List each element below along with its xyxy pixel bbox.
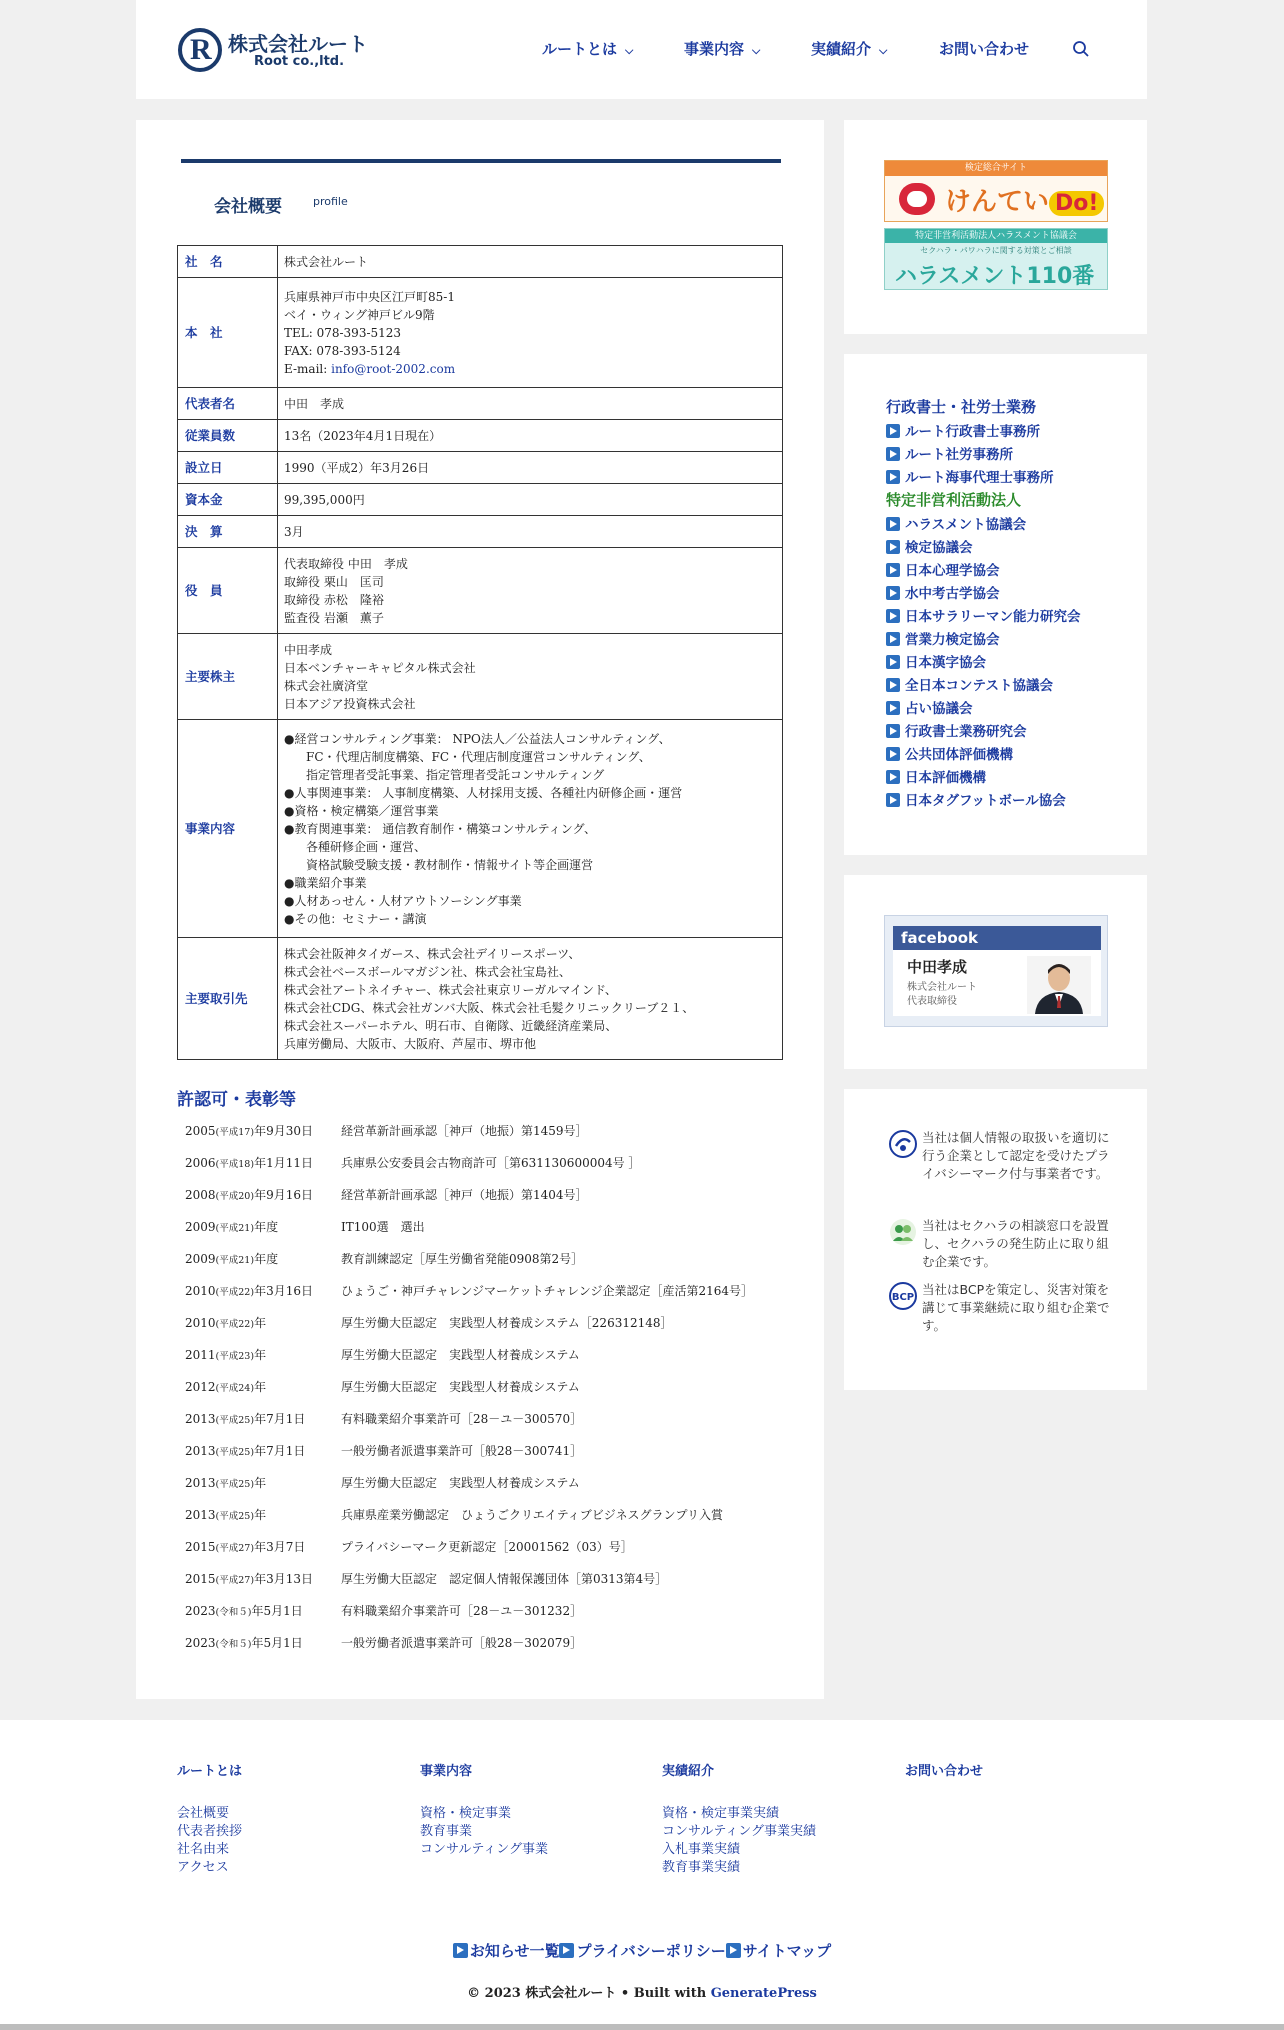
footer-heading[interactable]: ルートとは xyxy=(177,1764,243,1779)
title-rule xyxy=(181,159,781,163)
logo-company-name-en: Root co.,ltd. xyxy=(254,54,345,69)
table-row xyxy=(178,278,783,388)
table-row xyxy=(178,388,783,420)
play-arrow-icon xyxy=(453,1943,468,1958)
play-arrow-icon xyxy=(886,701,900,715)
award-text: 厚生労働大臣認定 実践型人材養成システム xyxy=(341,1476,580,1490)
avatar xyxy=(1027,956,1091,1014)
award-text: 教育訓練認定［厚生労働省発能0908第2号］ xyxy=(341,1252,584,1266)
sidebar-links xyxy=(844,354,1147,855)
award-date: 2013(平成25)年7月1日 xyxy=(185,1444,306,1458)
footer-heading[interactable]: 事業内容 xyxy=(420,1764,473,1779)
sidebar-link[interactable]: 日本評価機構 xyxy=(886,766,986,786)
award-row xyxy=(185,1602,805,1634)
row-label: 主要株主 xyxy=(178,634,278,720)
sidebar-link[interactable]: ハラスメント協議会 xyxy=(886,513,1026,533)
sidebar-facebook xyxy=(844,875,1147,1069)
footer-link[interactable]: 入札事業実績 xyxy=(662,1842,741,1857)
sidebar-link[interactable]: 日本漢字協会 xyxy=(886,651,986,671)
nav-item-about[interactable]: ルートとは ⌵ xyxy=(542,40,634,58)
sidebar-link[interactable]: 営業力検定協会 xyxy=(886,628,1000,648)
facebook-brand: facebook xyxy=(893,926,1101,950)
award-row xyxy=(185,1314,805,1346)
footer-column xyxy=(177,1760,242,1877)
row-value: 3月 xyxy=(278,516,783,548)
play-arrow-icon xyxy=(886,609,900,623)
footer-bottom-links xyxy=(0,1940,1284,1961)
play-arrow-icon xyxy=(726,1943,741,1958)
facebook-card[interactable] xyxy=(884,915,1108,1027)
row-value: 株式会社ルート xyxy=(278,246,783,278)
footer-link[interactable]: 資格・検定事業実績 xyxy=(662,1806,780,1821)
play-arrow-icon xyxy=(886,724,900,738)
sidebar-link[interactable]: 全日本コンテスト協議会 xyxy=(886,674,1053,694)
award-row xyxy=(185,1570,805,1602)
row-value: 代表取締役 中田 孝成 取締役 栗山 匡司 取締役 赤松 隆裕 監査役 岩瀬 薫子 xyxy=(278,548,783,634)
sidebar-category: 行政書士・社労士業務 xyxy=(886,398,1037,416)
award-text: 兵庫県産業労働認定 ひょうごクリエイティブビジネスグランプリ入賞 xyxy=(341,1508,723,1522)
sidebar-banners xyxy=(844,120,1147,334)
footer-heading[interactable]: 実績紹介 xyxy=(662,1764,715,1779)
footer-link[interactable]: 社名由来 xyxy=(177,1842,230,1857)
row-label: 主要取引先 xyxy=(178,938,278,1060)
builder-link[interactable]: GeneratePress xyxy=(710,1986,817,2001)
play-arrow-icon xyxy=(886,632,900,646)
row-label: 役 員 xyxy=(178,548,278,634)
footer-column xyxy=(662,1760,816,1877)
daruma-icon xyxy=(899,183,935,215)
award-row xyxy=(185,1442,805,1474)
chevron-down-icon: ⌵ xyxy=(879,44,888,57)
sidebar-link[interactable]: ルート社労事務所 xyxy=(886,443,1013,463)
award-text: プライバシーマーク更新認定［20001562（03）号］ xyxy=(341,1540,633,1554)
award-date: 2015(平成27)年3月13日 xyxy=(185,1572,313,1586)
harassment-cert: 当社はセクハラの相談窓口を設置し、セクハラの発生防止に取り組む企業です。 xyxy=(888,1217,1118,1273)
play-arrow-icon xyxy=(886,655,900,669)
play-arrow-icon xyxy=(886,747,900,761)
profile-role: 代表取締役 xyxy=(907,996,957,1007)
award-date: 2010(平成22)年 xyxy=(185,1316,267,1330)
award-date: 2010(平成22)年3月16日 xyxy=(185,1284,313,1298)
footer-column xyxy=(420,1760,548,1859)
play-arrow-icon xyxy=(886,540,900,554)
harassment-icon xyxy=(888,1217,918,1247)
table-row xyxy=(178,484,783,516)
footer-link[interactable]: 会社概要 xyxy=(177,1806,230,1821)
award-text: ひょうご・神戸チャレンジマーケットチャレンジ企業認定［産活第2164号］ xyxy=(341,1284,754,1298)
email-link[interactable]: info@root-2002.com xyxy=(331,361,456,376)
site-footer xyxy=(0,1720,1284,2030)
bcp-cert: BCP 当社はBCPを策定し、災害対策を講じて事業継続に取り組む企業です。 xyxy=(888,1281,1118,1337)
award-date: 2012(平成24)年 xyxy=(185,1380,267,1394)
table-row xyxy=(178,548,783,634)
table-row xyxy=(178,420,783,452)
award-row xyxy=(185,1218,805,1250)
profile-name: 中田孝成 xyxy=(907,958,968,976)
table-row xyxy=(178,246,783,278)
award-date: 2023(令和５)年5月1日 xyxy=(185,1636,303,1650)
privacy-cert: 当社は個人情報の取扱いを適切に行う企業として認定を受けたプライバシーマーク付与事業者です。 xyxy=(888,1129,1118,1209)
row-value: ●経営コンサルティング事業： NPO法人／公益法人コンサルティング、 FC・代理店制度構築、FC・代理店制度運営コンサルティング、 指定管理者受託事業、指定管理者受託コンサルティング ●人事関連事業： 人事制度構築、人材採用支援、各種社内研修企画・運営 ●資格・検定構築／運営事業 ●教育関連事業： 通信教育制作・構築コンサルティング、 各種研修企画・運営、 資格試験受験支援・教材制作・情報サイト等企画運営 ●職業紹介事業 ●人材あっせん・人材アウトソーシング事業 ●その他：セミナー・講演 xyxy=(278,720,783,938)
bottom-strip xyxy=(0,2024,1284,2030)
svg-text:BCP: BCP xyxy=(891,1292,915,1303)
logo-company-name: 株式会社ルート xyxy=(228,32,368,56)
row-label: 従業員数 xyxy=(178,420,278,452)
award-row xyxy=(185,1538,805,1570)
footer-link[interactable]: 教育事業実績 xyxy=(662,1860,741,1875)
award-text: 一般労働者派遣事業許可［般28－300741］ xyxy=(341,1444,583,1458)
profile-company: 株式会社ルート xyxy=(907,982,977,993)
row-label: 設立日 xyxy=(178,452,278,484)
search-icon[interactable] xyxy=(1072,40,1090,58)
play-arrow-icon xyxy=(886,770,900,784)
award-row xyxy=(185,1474,805,1506)
footer-link[interactable]: 教育事業 xyxy=(420,1824,473,1839)
award-text: 一般労働者派遣事業許可［般28－302079］ xyxy=(341,1636,583,1650)
bcp-icon xyxy=(888,1281,918,1311)
footer-link[interactable]: アクセス xyxy=(177,1860,229,1875)
award-text: 有料職業紹介事業許可［28－ユ－300570］ xyxy=(341,1412,583,1426)
award-date: 2005(平成17)年9月30日 xyxy=(185,1124,313,1138)
footer-bottom-link[interactable]: サイトマップ xyxy=(726,1942,831,1960)
award-date: 2009(平成21)年度 xyxy=(185,1220,279,1234)
footer-link[interactable]: コンサルティング事業実績 xyxy=(662,1824,817,1839)
kentei-banner[interactable]: 検定総合サイト けんてい Do! xyxy=(884,160,1108,222)
play-arrow-icon xyxy=(886,447,900,461)
award-date: 2006(平成18)年1月11日 xyxy=(185,1156,313,1170)
nav-item-business[interactable]: 事業内容 ⌵ xyxy=(684,40,761,58)
row-label: 資本金 xyxy=(178,484,278,516)
row-label: 代表者名 xyxy=(178,388,278,420)
award-date: 2011(平成23)年 xyxy=(185,1348,267,1362)
row-value: 1990（平成2）年3月26日 xyxy=(278,452,783,484)
main-content xyxy=(136,120,824,1699)
play-arrow-icon xyxy=(886,563,900,577)
award-row xyxy=(185,1378,805,1410)
row-value: 中田 孝成 xyxy=(278,388,783,420)
sidebar-link[interactable]: ルート海事代理士事務所 xyxy=(886,466,1054,486)
footer-link[interactable]: 資格・検定事業 xyxy=(420,1806,512,1821)
nav-item-achievements[interactable]: 実績紹介 ⌵ xyxy=(811,40,888,58)
award-row xyxy=(185,1186,805,1218)
row-value: 中田孝成 日本ベンチャーキャピタル株式会社 株式会社廣済堂 日本アジア投資株式会社 xyxy=(278,634,783,720)
page-title: 会社概要 xyxy=(214,197,282,217)
sidebar-certifications xyxy=(844,1089,1147,1390)
awards-list xyxy=(185,1122,805,1666)
award-date: 2013(平成25)年7月1日 xyxy=(185,1412,306,1426)
award-date: 2009(平成21)年度 xyxy=(185,1252,279,1266)
award-date: 2015(平成27)年3月7日 xyxy=(185,1540,306,1554)
table-row xyxy=(178,452,783,484)
table-row xyxy=(178,516,783,548)
row-value: 株式会社阪神タイガース、株式会社デイリースポーツ、 株式会社ベースボールマガジン社、株式会社宝島社、 株式会社アートネイチャー、株式会社東京リーガルマインド、 株式会社CDG、株式会社ガンバ大阪、株式会社毛髪クリニックリーブ２１、 株式会社スーパーホテル、明石市、自衛隊、近畿経済産業局、 兵庫労働局、大阪市、大阪府、芦屋市、堺市他 xyxy=(278,938,783,1060)
table-row xyxy=(178,634,783,720)
award-date: 2023(令和５)年5月1日 xyxy=(185,1604,303,1618)
award-row xyxy=(185,1634,805,1666)
row-label: 事業内容 xyxy=(178,720,278,938)
site-logo[interactable] xyxy=(178,28,368,74)
sidebar-link[interactable]: 日本タグフットボール協会 xyxy=(886,789,1066,809)
row-value: 兵庫県神戸市中央区江戸町85-1 ベイ・ウィング神戸ビル9階 TEL: 078-393-5123 FAX: 078-393-5124 E-mail: info@root-2002.com xyxy=(278,278,783,388)
play-arrow-icon xyxy=(886,586,900,600)
award-row xyxy=(185,1346,805,1378)
award-row xyxy=(185,1410,805,1442)
play-arrow-icon xyxy=(886,470,900,484)
award-row xyxy=(185,1282,805,1314)
award-row xyxy=(185,1122,805,1154)
sidebar-category: 特定非営利活動法人 xyxy=(886,491,1022,509)
play-arrow-icon xyxy=(886,517,900,531)
footer-link[interactable]: 代表者挨拶 xyxy=(177,1824,243,1839)
logo-mark-icon: R xyxy=(178,28,222,72)
table-row xyxy=(178,938,783,1060)
footer-heading[interactable]: お問い合わせ xyxy=(905,1764,984,1779)
sidebar-link[interactable]: 日本サラリーマン能力研究会 xyxy=(886,605,1081,625)
sidebar-link[interactable]: ルート行政書士事務所 xyxy=(886,420,1040,440)
award-text: 厚生労働大臣認定 実践型人材養成システム［226312148］ xyxy=(341,1316,673,1330)
copyright: © 2023 株式会社ルート • Built with GeneratePress xyxy=(467,1986,817,2001)
row-label: 本 社 xyxy=(178,278,278,388)
award-date: 2008(平成20)年9月16日 xyxy=(185,1188,313,1202)
nav-item-contact[interactable]: お問い合わせ xyxy=(939,40,1030,58)
sidebar-link[interactable]: 検定協議会 xyxy=(886,536,973,556)
award-row xyxy=(185,1250,805,1282)
sidebar-link[interactable]: 日本心理学協会 xyxy=(886,559,1000,579)
row-label: 決 算 xyxy=(178,516,278,548)
company-profile-table xyxy=(177,245,783,1060)
row-label: 社 名 xyxy=(178,246,278,278)
chevron-down-icon: ⌵ xyxy=(752,44,761,57)
awards-heading: 許認可・表彰等 xyxy=(177,1090,296,1110)
harassment-banner[interactable]: 特定非営利活動法人ハラスメント協議会 セクハラ・パワハラに関する対策とご相談 ハラスメント110番 xyxy=(884,228,1108,290)
award-text: 厚生労働大臣認定 実践型人材養成システム xyxy=(341,1348,580,1362)
award-text: IT100選 選出 xyxy=(341,1220,425,1234)
award-text: 経営革新計画承認［神戸（地振）第1404号］ xyxy=(341,1188,588,1202)
footer-bottom-link[interactable]: プライバシーポリシー xyxy=(559,1942,725,1960)
award-text: 厚生労働大臣認定 実践型人材養成システム xyxy=(341,1380,580,1394)
row-value: 99,395,000円 xyxy=(278,484,783,516)
award-text: 経営革新計画承認［神戸（地振）第1459号］ xyxy=(341,1124,588,1138)
sidebar-link[interactable]: 占い協議会 xyxy=(886,697,973,717)
sidebar-link[interactable]: 水中考古学協会 xyxy=(886,582,1000,602)
site-header xyxy=(136,0,1147,99)
award-row xyxy=(185,1506,805,1538)
sidebar-link[interactable]: 行政書士業務研究会 xyxy=(886,720,1027,740)
award-date: 2013(平成25)年 xyxy=(185,1476,267,1490)
award-text: 厚生労働大臣認定 認定個人情報保護団体［第0313第4号］ xyxy=(341,1572,668,1586)
footer-link[interactable]: コンサルティング事業 xyxy=(420,1842,549,1857)
footer-column xyxy=(905,1760,983,1805)
award-text: 兵庫県公安委員会古物商許可［第631130600004号 ］ xyxy=(341,1156,641,1170)
table-row xyxy=(178,720,783,938)
sidebar-link[interactable]: 公共団体評価機構 xyxy=(886,743,1013,763)
award-text: 有料職業紹介事業許可［28－ユ－301232］ xyxy=(341,1604,583,1618)
play-arrow-icon xyxy=(886,678,900,692)
row-value: 13名（2023年4月1日現在） xyxy=(278,420,783,452)
page-subtitle: profile xyxy=(313,195,348,208)
footer-bottom-link[interactable]: お知らせ一覧 xyxy=(453,1942,560,1960)
privacy-mark-icon xyxy=(888,1129,918,1159)
award-row xyxy=(185,1154,805,1186)
play-arrow-icon xyxy=(886,793,900,807)
chevron-down-icon: ⌵ xyxy=(625,44,634,57)
play-arrow-icon xyxy=(886,424,900,438)
award-date: 2013(平成25)年 xyxy=(185,1508,267,1522)
play-arrow-icon xyxy=(559,1943,574,1958)
